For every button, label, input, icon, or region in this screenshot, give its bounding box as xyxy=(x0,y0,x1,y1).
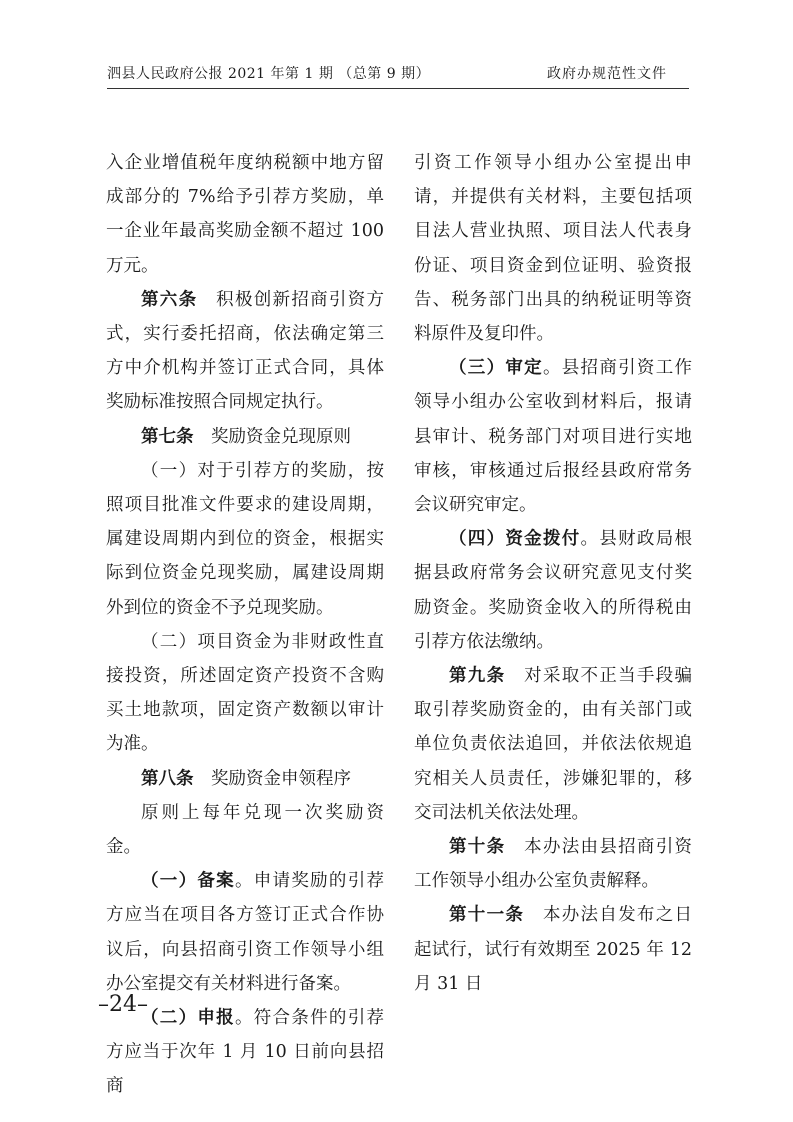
paragraph-text: （二）项目资金为非财政性直接投资，所述固定资产投资不含购买土地款项，固定资产数额以审计为准。 xyxy=(106,631,384,755)
paragraph-text: 。县招商引资工作领导小组办公室收到材料后，报请县审计、税务部门对项目进行实地审核，审核通过后报经县政府常务会议研究审定。 xyxy=(414,358,693,516)
article-heading: 第六条 xyxy=(141,289,198,310)
paragraph xyxy=(414,522,692,659)
header-publication-title: 泗县人民政府公报 2021 年第 1 期 （总第 9 期） xyxy=(107,66,431,82)
paragraph-text: 对采取不正当手段骗取引荐奖励资金的，由有关部门或单位负责依法追回，并依法依规追究相关人员责任，涉嫌犯罪的，移交司法机关依法处理。 xyxy=(414,666,692,823)
step-heading: （三）审定 xyxy=(449,358,543,379)
paragraph-text: 积极创新招商引资方式，实行委托招商，依法确定第三方中介机构并签订正式合同，具体奖励标准按照合同规定执行。 xyxy=(106,289,384,413)
paragraph xyxy=(106,454,384,625)
paragraph-text: 奖励资金兑现原则 xyxy=(193,426,351,447)
paragraph xyxy=(106,625,384,762)
article-heading: 第十条 xyxy=(449,837,506,858)
paragraph-text: 本办法由县招商引资工作领导小组办公室负责解释。 xyxy=(414,837,692,892)
right-column xyxy=(414,146,692,1001)
paragraph-text: （一）对于引荐方的奖励，按照项目批准文件要求的建设周期，属建设周期内到位的资金，根据实际到位资金兑现奖励，属建设周期外到位的资金不予兑现奖励。 xyxy=(106,460,384,618)
paragraph-text: 奖励资金申领程序 xyxy=(193,768,351,789)
paragraph-text: 入企业增值税年度纳税额中地方留成部分的 7%给予引荐方奖励，单一企业年最高奖励金额不超过 100 万元。 xyxy=(106,153,384,276)
page-number: –24– xyxy=(98,992,148,1017)
paragraph xyxy=(414,659,692,830)
paragraph xyxy=(106,864,384,1001)
article-heading: 第十一条 xyxy=(449,905,525,926)
paragraph xyxy=(414,351,692,522)
paragraph xyxy=(106,283,384,420)
page-header xyxy=(107,58,689,89)
paragraph-text: 。符合条件的引荐方应当于次年 1 月 10 日前向县招商 xyxy=(106,1008,385,1097)
step-heading: （四）资金拨付 xyxy=(449,529,581,550)
paragraph-text: 。县财政局根据县政府常务会议研究意见支付奖励资金。奖励资金收入的所得税由引荐方依法缴纳。 xyxy=(414,529,693,652)
article-heading: 第七条 xyxy=(141,426,194,447)
paragraph-text: 本办法自发布之日起试行，试行有效期至 2025 年 12 月 31 日 xyxy=(414,905,693,994)
step-heading: （一）备案 xyxy=(141,871,235,892)
paragraph xyxy=(106,796,384,864)
article-heading: 第九条 xyxy=(449,666,506,687)
paragraph xyxy=(414,898,692,1001)
paragraph-text: 原则上每年兑现一次奖励资金。 xyxy=(106,802,384,858)
paragraph xyxy=(414,830,692,898)
paragraph xyxy=(106,146,384,283)
article-heading: 第八条 xyxy=(141,768,194,789)
step-heading: （二）申报 xyxy=(141,1008,235,1029)
paragraph-text: 。申请奖励的引荐方应当在项目各方签订正式合作协议后，向县招商引资工作领导小组办公室提交有关材料进行备案。 xyxy=(106,871,385,994)
paragraph-text: 引资工作领导小组办公室提出申请，并提供有关材料，主要包括项目法人营业执照、项目法人代表身份证、项目资金到位证明、验资报告、税务部门出具的纳税证明等资料原件及复印件。 xyxy=(414,153,692,345)
left-column xyxy=(106,146,384,1104)
paragraph xyxy=(414,146,692,351)
header-section-title: 政府办规范性文件 xyxy=(547,66,667,82)
paragraph xyxy=(106,420,384,454)
paragraph xyxy=(106,762,384,796)
